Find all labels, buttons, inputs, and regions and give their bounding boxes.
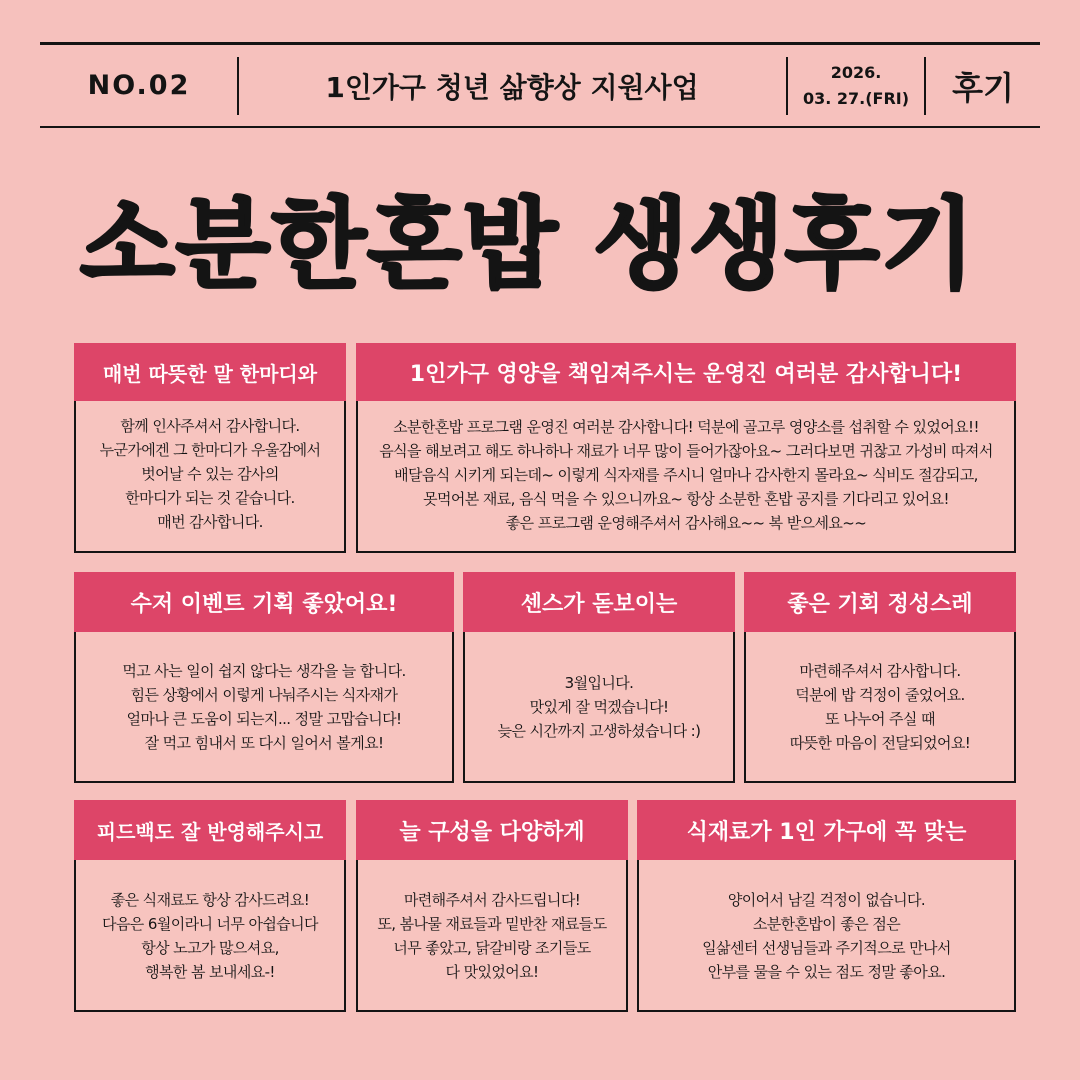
- review-line: 따뜻한 마음이 전달되었어요!: [789, 733, 971, 752]
- program-title: 1인가구 청년 삶향상 지원사업: [325, 70, 699, 104]
- review-body: [76, 632, 452, 781]
- review-body: [746, 632, 1014, 781]
- review-line: 누군가에겐 그 한마디가 우울감에서: [99, 441, 321, 459]
- review-heading: 식재료가 1인 가구에 꼭 맞는: [637, 800, 1016, 860]
- review-text: [498, 671, 701, 743]
- review-line: 너무 좋았고, 닭갈비랑 조기들도: [393, 939, 591, 957]
- review-line: 배달음식 시키게 되는데~ 이렇게 식자재를 주시니 얼마나 감사한지 몰라요~ 식비도 절감되고,: [394, 466, 978, 484]
- review-text: [100, 414, 321, 534]
- review-line: 얼마나 큰 도움이 되는지... 정말 고맙습니다!: [126, 709, 402, 728]
- review-body: [465, 632, 733, 781]
- review-line: 다음은 6월이라니 너무 아쉽습니다: [102, 915, 318, 933]
- review-line: 좋은 프로그램 운영해주셔서 감사해요~~ 복 받으세요~~: [505, 514, 867, 532]
- review-line: 먹고 사는 일이 쉽지 않다는 생각을 늘 합니다.: [122, 661, 406, 680]
- review-body: [358, 862, 626, 1010]
- issue-date: [788, 45, 924, 126]
- review-text: [102, 888, 318, 984]
- review-line: 마련해주셔서 감사합니다.: [799, 661, 961, 680]
- page-title: 소분한혼밥 생생후기: [80, 188, 977, 302]
- review-line: 좋은 식재료도 항상 감사드려요!: [110, 891, 310, 909]
- review-text: [122, 659, 405, 755]
- review-line: 또 나누어 주실 때: [825, 709, 935, 728]
- review-line: 힘든 상황에서 이렇게 나눠주시는 식자재가: [130, 685, 398, 704]
- review-line: 음식을 해보려고 해도 하나하나 재료가 너무 많이 들어가잖아요~ 그러다보면 귀찮고 가성비 따져서: [379, 442, 993, 460]
- review-heading: 수저 이벤트 기획 좋았어요!: [74, 572, 454, 632]
- review-line: 마련해주셔서 감사드립니다!: [403, 891, 581, 909]
- issue-date-day: 03. 27.(FRI): [802, 88, 910, 108]
- review-line: 항상 노고가 많으셔요,: [141, 939, 279, 957]
- review-line: 안부를 물을 수 있는 점도 정말 좋아요.: [707, 963, 946, 981]
- review-line: 매번 감사합니다.: [157, 513, 263, 531]
- review-line: 덕분에 밥 걱정이 줄었어요.: [795, 685, 965, 704]
- review-text: [702, 888, 951, 984]
- review-line: 일삶센터 선생님들과 주기적으로 만나서: [702, 939, 951, 957]
- review-heading: 1인가구 영양을 책임져주시는 운영진 여러분 감사합니다!: [356, 343, 1016, 401]
- review-body: [76, 862, 344, 1010]
- review-line: 행복한 봄 보내세요-!: [145, 963, 275, 981]
- review-line: 소분한혼밥 프로그램 운영진 여러분 감사합니다! 덕분에 골고루 영양소를 섭취할 수 있었어요!!: [393, 418, 979, 436]
- review-line: 잘 먹고 힘내서 또 다시 일어서 볼게요!: [144, 733, 384, 752]
- review-line: 못먹어본 재료, 음식 먹을 수 있으니까요~ 항상 소분한 혼밥 공지를 기다리고 있어요!: [423, 490, 949, 508]
- review-line: 함께 인사주셔서 감사합니다.: [120, 417, 300, 435]
- review-heading: 피드백도 잘 반영해주시고: [74, 800, 346, 860]
- review-text: [790, 659, 970, 755]
- review-line: 3월입니다.: [564, 673, 634, 692]
- review-heading: 늘 구성을 다양하게: [356, 800, 628, 860]
- review-text: [377, 888, 606, 984]
- review-line: 양이어서 남길 걱정이 없습니다.: [727, 891, 926, 909]
- review-card: [356, 375, 1016, 553]
- review-heading: 센스가 돋보이는: [463, 572, 735, 632]
- header-bar: [40, 42, 1040, 128]
- review-heading: 매번 따뜻한 말 한마디와: [74, 343, 346, 401]
- review-body: [76, 397, 344, 551]
- review-card: [74, 375, 346, 553]
- review-line: 또, 봄나물 재료들과 밑반찬 재료들도: [377, 915, 607, 933]
- review-text: [379, 415, 992, 535]
- review-line: 소분한혼밥이 좋은 점은: [752, 915, 901, 933]
- review-body: [639, 862, 1014, 1010]
- review-heading: 좋은 기회 정성스레: [744, 572, 1016, 632]
- review-line: 벗어날 수 있는 감사의: [141, 465, 279, 483]
- issue-date-year: 2026.: [830, 62, 882, 82]
- review-line: 한마디가 되는 것 같습니다.: [125, 489, 295, 507]
- review-body: [358, 399, 1014, 551]
- review-line: 다 맛있었어요!: [445, 963, 539, 981]
- issue-number: NO.02: [87, 70, 191, 101]
- review-line: 늦은 시간까지 고생하셨습니다 :): [497, 721, 701, 740]
- section-tag: 후기: [952, 68, 1014, 107]
- review-line: 맛있게 잘 먹겠습니다!: [529, 697, 669, 716]
